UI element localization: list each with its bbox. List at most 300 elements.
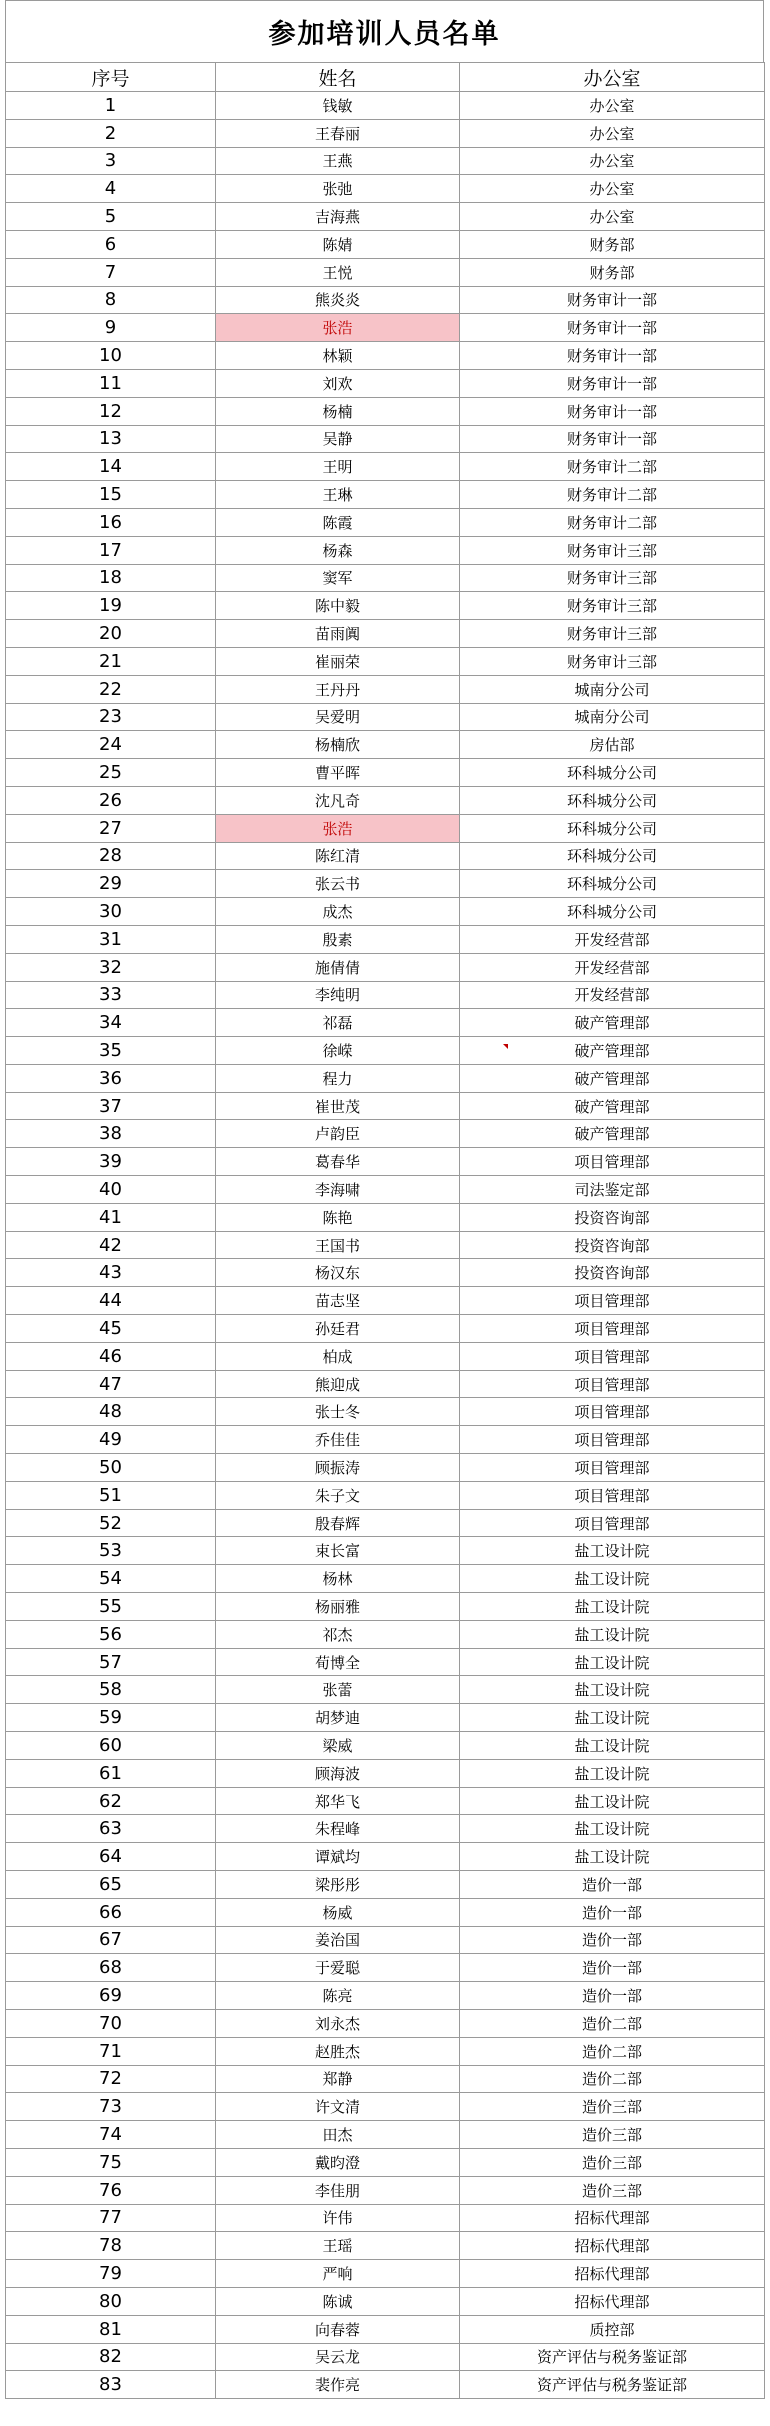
row-dept[interactable]: 环科城分公司 xyxy=(460,814,765,842)
row-dept[interactable]: 破产管理部 xyxy=(460,1092,765,1120)
row-name[interactable]: 杨楠 xyxy=(216,397,460,425)
row-index[interactable]: 4 xyxy=(6,175,216,203)
row-dept[interactable]: 项目管理部 xyxy=(460,1509,765,1537)
row-index[interactable]: 5 xyxy=(6,203,216,231)
row-index[interactable]: 49 xyxy=(6,1426,216,1454)
row-dept[interactable]: 开发经营部 xyxy=(460,981,765,1009)
row-name[interactable]: 杨威 xyxy=(216,1898,460,1926)
row-dept[interactable]: 财务审计二部 xyxy=(460,508,765,536)
row-index[interactable]: 39 xyxy=(6,1148,216,1176)
row-index[interactable]: 64 xyxy=(6,1843,216,1871)
row-index[interactable]: 65 xyxy=(6,1871,216,1899)
row-name[interactable]: 于爱聪 xyxy=(216,1954,460,1982)
table-row xyxy=(6,1620,765,1648)
row-name[interactable]: 窦军 xyxy=(216,564,460,592)
table-row xyxy=(6,119,765,147)
row-dept[interactable]: 城南分公司 xyxy=(460,703,765,731)
row-index[interactable]: 47 xyxy=(6,1370,216,1398)
row-name[interactable]: 祁杰 xyxy=(216,1620,460,1648)
table-row xyxy=(6,1704,765,1732)
row-name[interactable]: 张浩 xyxy=(216,314,460,342)
row-name[interactable]: 王燕 xyxy=(216,147,460,175)
row-name[interactable]: 朱子文 xyxy=(216,1481,460,1509)
row-dept[interactable]: 项目管理部 xyxy=(460,1342,765,1370)
row-index[interactable]: 40 xyxy=(6,1176,216,1204)
row-index[interactable]: 8 xyxy=(6,286,216,314)
row-index[interactable]: 46 xyxy=(6,1342,216,1370)
row-index[interactable]: 10 xyxy=(6,342,216,370)
row-name[interactable]: 王明 xyxy=(216,453,460,481)
table-row xyxy=(6,2204,765,2232)
row-name[interactable]: 熊迎成 xyxy=(216,1370,460,1398)
row-index[interactable]: 11 xyxy=(6,369,216,397)
row-name[interactable]: 钱敏 xyxy=(216,92,460,120)
table-row xyxy=(6,592,765,620)
row-index[interactable]: 30 xyxy=(6,898,216,926)
row-dept[interactable]: 财务审计二部 xyxy=(460,453,765,481)
row-index[interactable]: 81 xyxy=(6,2315,216,2343)
row-index[interactable]: 31 xyxy=(6,925,216,953)
row-dept[interactable]: 项目管理部 xyxy=(460,1398,765,1426)
row-index[interactable]: 44 xyxy=(6,1287,216,1315)
row-index[interactable]: 36 xyxy=(6,1064,216,1092)
row-index[interactable]: 55 xyxy=(6,1593,216,1621)
row-index[interactable]: 80 xyxy=(6,2287,216,2315)
row-name[interactable]: 苗雨阗 xyxy=(216,620,460,648)
table-row xyxy=(6,286,765,314)
row-dept[interactable]: 盐工设计院 xyxy=(460,1620,765,1648)
row-index[interactable]: 9 xyxy=(6,314,216,342)
row-name[interactable]: 顾海波 xyxy=(216,1759,460,1787)
table-row xyxy=(6,953,765,981)
row-dept[interactable]: 招标代理部 xyxy=(460,2232,765,2260)
row-name[interactable]: 吴云龙 xyxy=(216,2343,460,2371)
row-dept[interactable]: 项目管理部 xyxy=(460,1148,765,1176)
row-dept[interactable]: 环科城分公司 xyxy=(460,759,765,787)
table-row xyxy=(6,1287,765,1315)
row-dept[interactable]: 造价一部 xyxy=(460,1898,765,1926)
row-name[interactable]: 李纯明 xyxy=(216,981,460,1009)
table-row xyxy=(6,1342,765,1370)
row-dept[interactable]: 造价一部 xyxy=(460,1871,765,1899)
row-index[interactable]: 59 xyxy=(6,1704,216,1732)
row-name[interactable]: 孙廷君 xyxy=(216,1315,460,1343)
row-name[interactable]: 徐嵘 xyxy=(216,1037,460,1065)
table-row xyxy=(6,1370,765,1398)
row-name[interactable]: 祁磊 xyxy=(216,1009,460,1037)
table-row xyxy=(6,1509,765,1537)
row-index[interactable]: 3 xyxy=(6,147,216,175)
row-dept[interactable]: 投资咨询部 xyxy=(460,1203,765,1231)
row-dept[interactable]: 财务部 xyxy=(460,258,765,286)
row-index[interactable]: 17 xyxy=(6,536,216,564)
row-dept[interactable]: 办公室 xyxy=(460,147,765,175)
row-index[interactable]: 37 xyxy=(6,1092,216,1120)
row-index[interactable]: 48 xyxy=(6,1398,216,1426)
table-row xyxy=(6,1787,765,1815)
row-name[interactable]: 程力 xyxy=(216,1064,460,1092)
row-name[interactable]: 王国书 xyxy=(216,1231,460,1259)
header-index[interactable]: 序号 xyxy=(6,63,216,92)
row-dept[interactable]: 司法鉴定部 xyxy=(460,1176,765,1204)
row-index[interactable]: 21 xyxy=(6,647,216,675)
row-index[interactable]: 74 xyxy=(6,2121,216,2149)
table-row xyxy=(6,397,765,425)
row-name[interactable]: 殷春辉 xyxy=(216,1509,460,1537)
row-name[interactable]: 戴昀澄 xyxy=(216,2148,460,2176)
row-index[interactable]: 61 xyxy=(6,1759,216,1787)
row-dept[interactable]: 财务审计三部 xyxy=(460,564,765,592)
table-row xyxy=(6,1648,765,1676)
row-dept[interactable]: 开发经营部 xyxy=(460,925,765,953)
row-name[interactable]: 王琳 xyxy=(216,481,460,509)
row-index[interactable]: 29 xyxy=(6,870,216,898)
row-index[interactable]: 33 xyxy=(6,981,216,1009)
row-index[interactable]: 70 xyxy=(6,2009,216,2037)
row-index[interactable]: 76 xyxy=(6,2176,216,2204)
row-index[interactable]: 54 xyxy=(6,1565,216,1593)
row-name[interactable]: 葛春华 xyxy=(216,1148,460,1176)
row-index[interactable]: 7 xyxy=(6,258,216,286)
row-name[interactable]: 卢韵臣 xyxy=(216,1120,460,1148)
row-dept[interactable]: 财务部 xyxy=(460,230,765,258)
row-dept[interactable]: 造价一部 xyxy=(460,1954,765,1982)
row-dept[interactable]: 造价三部 xyxy=(460,2176,765,2204)
row-dept[interactable]: 财务审计三部 xyxy=(460,536,765,564)
row-name[interactable]: 田杰 xyxy=(216,2121,460,2149)
row-name[interactable]: 顾振涛 xyxy=(216,1454,460,1482)
table-row xyxy=(6,203,765,231)
row-name[interactable]: 沈凡奇 xyxy=(216,786,460,814)
row-dept[interactable]: 项目管理部 xyxy=(460,1287,765,1315)
row-dept[interactable]: 财务审计一部 xyxy=(460,369,765,397)
row-index[interactable]: 57 xyxy=(6,1648,216,1676)
row-name[interactable]: 谭斌均 xyxy=(216,1843,460,1871)
row-name[interactable]: 陈霞 xyxy=(216,508,460,536)
table-row xyxy=(6,1843,765,1871)
row-index[interactable]: 28 xyxy=(6,842,216,870)
row-index[interactable]: 12 xyxy=(6,397,216,425)
table-row xyxy=(6,2176,765,2204)
row-index[interactable]: 42 xyxy=(6,1231,216,1259)
row-index[interactable]: 45 xyxy=(6,1315,216,1343)
row-dept[interactable]: 环科城分公司 xyxy=(460,842,765,870)
row-name[interactable]: 王瑶 xyxy=(216,2232,460,2260)
table-row xyxy=(6,2065,765,2093)
row-name[interactable]: 陈红清 xyxy=(216,842,460,870)
row-index[interactable]: 14 xyxy=(6,453,216,481)
row-dept[interactable]: 招标代理部 xyxy=(460,2287,765,2315)
table-row xyxy=(6,2315,765,2343)
row-dept[interactable]: 造价二部 xyxy=(460,2037,765,2065)
row-name[interactable]: 张云书 xyxy=(216,870,460,898)
row-name[interactable]: 许伟 xyxy=(216,2204,460,2232)
table-row xyxy=(6,1565,765,1593)
table-row xyxy=(6,2037,765,2065)
row-name[interactable]: 向春蓉 xyxy=(216,2315,460,2343)
row-dept[interactable]: 项目管理部 xyxy=(460,1426,765,1454)
row-dept[interactable]: 项目管理部 xyxy=(460,1454,765,1482)
row-dept[interactable]: 办公室 xyxy=(460,175,765,203)
row-index[interactable]: 78 xyxy=(6,2232,216,2260)
row-dept[interactable]: 环科城分公司 xyxy=(460,898,765,926)
header-name[interactable]: 姓名 xyxy=(216,63,460,92)
row-dept[interactable]: 造价一部 xyxy=(460,1926,765,1954)
row-index[interactable]: 66 xyxy=(6,1898,216,1926)
row-index[interactable]: 38 xyxy=(6,1120,216,1148)
row-index[interactable]: 34 xyxy=(6,1009,216,1037)
table-row xyxy=(6,342,765,370)
row-dept[interactable]: 项目管理部 xyxy=(460,1315,765,1343)
row-index[interactable]: 77 xyxy=(6,2204,216,2232)
table-row xyxy=(6,564,765,592)
table-row xyxy=(6,786,765,814)
table-row xyxy=(6,925,765,953)
row-index[interactable]: 24 xyxy=(6,731,216,759)
row-dept[interactable]: 盐工设计院 xyxy=(460,1593,765,1621)
row-dept[interactable]: 财务审计一部 xyxy=(460,314,765,342)
row-name[interactable]: 刘欢 xyxy=(216,369,460,397)
row-index[interactable]: 60 xyxy=(6,1732,216,1760)
row-dept[interactable]: 盐工设计院 xyxy=(460,1732,765,1760)
row-name[interactable]: 杨林 xyxy=(216,1565,460,1593)
row-name[interactable]: 乔佳佳 xyxy=(216,1426,460,1454)
row-name[interactable]: 裴作亮 xyxy=(216,2371,460,2399)
table-row xyxy=(6,147,765,175)
table-row xyxy=(6,1398,765,1426)
row-name[interactable]: 梁威 xyxy=(216,1732,460,1760)
row-dept[interactable]: 财务审计二部 xyxy=(460,481,765,509)
row-dept[interactable]: 造价二部 xyxy=(460,2009,765,2037)
row-index[interactable]: 41 xyxy=(6,1203,216,1231)
table-row xyxy=(6,2121,765,2149)
row-name[interactable]: 殷素 xyxy=(216,925,460,953)
row-dept[interactable]: 资产评估与税务鉴证部 xyxy=(460,2371,765,2399)
row-name[interactable]: 成杰 xyxy=(216,898,460,926)
title-row[interactable] xyxy=(5,0,764,62)
table-row xyxy=(6,675,765,703)
table-row xyxy=(6,1037,765,1065)
row-dept[interactable]: 财务审计一部 xyxy=(460,425,765,453)
row-index[interactable]: 50 xyxy=(6,1454,216,1482)
row-index[interactable]: 75 xyxy=(6,2148,216,2176)
row-name[interactable]: 朱程峰 xyxy=(216,1815,460,1843)
row-dept[interactable]: 造价三部 xyxy=(460,2093,765,2121)
row-index[interactable]: 26 xyxy=(6,786,216,814)
table-row xyxy=(6,314,765,342)
row-name[interactable]: 苗志坚 xyxy=(216,1287,460,1315)
row-name[interactable]: 杨楠欣 xyxy=(216,731,460,759)
row-index[interactable]: 68 xyxy=(6,1954,216,1982)
table-row xyxy=(6,1871,765,1899)
row-index[interactable]: 56 xyxy=(6,1620,216,1648)
row-dept[interactable]: 盐工设计院 xyxy=(460,1565,765,1593)
table-row xyxy=(6,369,765,397)
row-index[interactable]: 71 xyxy=(6,2037,216,2065)
row-name[interactable]: 吴爱明 xyxy=(216,703,460,731)
row-name[interactable]: 梁彤彤 xyxy=(216,1871,460,1899)
row-dept[interactable]: 财务审计三部 xyxy=(460,647,765,675)
row-dept[interactable]: 开发经营部 xyxy=(460,953,765,981)
row-index[interactable]: 51 xyxy=(6,1481,216,1509)
row-dept[interactable]: 财务审计三部 xyxy=(460,592,765,620)
row-name[interactable]: 郑静 xyxy=(216,2065,460,2093)
table-body xyxy=(6,92,765,2399)
table-row xyxy=(6,2232,765,2260)
table-row xyxy=(6,1732,765,1760)
row-dept[interactable]: 造价一部 xyxy=(460,1982,765,2010)
comment-marker-icon[interactable] xyxy=(503,1044,508,1049)
row-dept[interactable]: 财务审计三部 xyxy=(460,620,765,648)
row-dept[interactable]: 资产评估与税务鉴证部 xyxy=(460,2343,765,2371)
row-index[interactable]: 67 xyxy=(6,1926,216,1954)
row-index[interactable]: 79 xyxy=(6,2260,216,2288)
row-dept[interactable]: 破产管理部 xyxy=(460,1009,765,1037)
row-dept[interactable]: 城南分公司 xyxy=(460,675,765,703)
row-index[interactable]: 25 xyxy=(6,759,216,787)
table-row xyxy=(6,731,765,759)
row-dept[interactable]: 办公室 xyxy=(460,119,765,147)
row-index[interactable]: 58 xyxy=(6,1676,216,1704)
row-name[interactable]: 荀博全 xyxy=(216,1648,460,1676)
row-name[interactable]: 吉海燕 xyxy=(216,203,460,231)
row-name[interactable]: 王悦 xyxy=(216,258,460,286)
row-index[interactable]: 6 xyxy=(6,230,216,258)
row-index[interactable]: 43 xyxy=(6,1259,216,1287)
row-name[interactable]: 陈婧 xyxy=(216,230,460,258)
header-dept[interactable]: 办公室 xyxy=(460,63,765,92)
row-index[interactable]: 62 xyxy=(6,1787,216,1815)
row-dept[interactable]: 造价三部 xyxy=(460,2121,765,2149)
row-name[interactable]: 李佳朋 xyxy=(216,2176,460,2204)
row-dept[interactable]: 质控部 xyxy=(460,2315,765,2343)
row-index[interactable]: 23 xyxy=(6,703,216,731)
row-name[interactable]: 李海啸 xyxy=(216,1176,460,1204)
row-index[interactable]: 16 xyxy=(6,508,216,536)
table-row xyxy=(6,2343,765,2371)
row-name[interactable]: 赵胜杰 xyxy=(216,2037,460,2065)
row-index[interactable]: 69 xyxy=(6,1982,216,2010)
table-row xyxy=(6,898,765,926)
row-index[interactable]: 35 xyxy=(6,1037,216,1065)
row-name[interactable]: 许文清 xyxy=(216,2093,460,2121)
row-name[interactable]: 张浩 xyxy=(216,814,460,842)
row-dept[interactable]: 破产管理部 xyxy=(460,1064,765,1092)
row-index[interactable]: 18 xyxy=(6,564,216,592)
row-dept[interactable]: 项目管理部 xyxy=(460,1481,765,1509)
row-index[interactable]: 72 xyxy=(6,2065,216,2093)
row-dept[interactable]: 房估部 xyxy=(460,731,765,759)
row-name[interactable]: 张弛 xyxy=(216,175,460,203)
row-index[interactable]: 20 xyxy=(6,620,216,648)
row-index[interactable]: 22 xyxy=(6,675,216,703)
row-name[interactable]: 林颖 xyxy=(216,342,460,370)
row-dept[interactable]: 财务审计一部 xyxy=(460,286,765,314)
row-dept[interactable]: 盐工设计院 xyxy=(460,1815,765,1843)
table-row xyxy=(6,1481,765,1509)
row-name[interactable]: 姜治国 xyxy=(216,1926,460,1954)
row-dept[interactable]: 环科城分公司 xyxy=(460,870,765,898)
row-name[interactable]: 严响 xyxy=(216,2260,460,2288)
row-dept[interactable]: 造价三部 xyxy=(460,2148,765,2176)
row-dept[interactable]: 财务审计一部 xyxy=(460,342,765,370)
table-row xyxy=(6,1926,765,1954)
training-roster-table xyxy=(5,62,765,2399)
row-dept[interactable]: 投资咨询部 xyxy=(460,1259,765,1287)
row-dept[interactable]: 盐工设计院 xyxy=(460,1676,765,1704)
row-name[interactable]: 杨丽雅 xyxy=(216,1593,460,1621)
row-name[interactable]: 崔世茂 xyxy=(216,1092,460,1120)
row-name[interactable]: 曹平晖 xyxy=(216,759,460,787)
row-index[interactable]: 73 xyxy=(6,2093,216,2121)
row-index[interactable]: 15 xyxy=(6,481,216,509)
row-dept[interactable]: 盐工设计院 xyxy=(460,1843,765,1871)
row-index[interactable]: 2 xyxy=(6,119,216,147)
row-index[interactable]: 53 xyxy=(6,1537,216,1565)
row-index[interactable]: 27 xyxy=(6,814,216,842)
row-dept[interactable]: 项目管理部 xyxy=(460,1370,765,1398)
row-name[interactable]: 熊炎炎 xyxy=(216,286,460,314)
row-name[interactable]: 吴静 xyxy=(216,425,460,453)
row-index[interactable]: 13 xyxy=(6,425,216,453)
row-dept[interactable]: 盐工设计院 xyxy=(460,1537,765,1565)
row-index[interactable]: 82 xyxy=(6,2343,216,2371)
row-dept[interactable]: 盐工设计院 xyxy=(460,1648,765,1676)
row-name[interactable]: 郑华飞 xyxy=(216,1787,460,1815)
row-dept[interactable]: 造价二部 xyxy=(460,2065,765,2093)
row-dept[interactable]: 招标代理部 xyxy=(460,2260,765,2288)
row-dept[interactable]: 办公室 xyxy=(460,92,765,120)
row-name[interactable]: 陈亮 xyxy=(216,1982,460,2010)
row-name[interactable]: 陈中毅 xyxy=(216,592,460,620)
row-dept[interactable]: 财务审计一部 xyxy=(460,397,765,425)
table-row xyxy=(6,2371,765,2399)
row-name[interactable]: 王春丽 xyxy=(216,119,460,147)
row-name[interactable]: 胡梦迪 xyxy=(216,1704,460,1732)
row-name[interactable]: 刘永杰 xyxy=(216,2009,460,2037)
row-name[interactable]: 杨汉东 xyxy=(216,1259,460,1287)
row-name[interactable]: 陈诚 xyxy=(216,2287,460,2315)
row-dept[interactable]: 投资咨询部 xyxy=(460,1231,765,1259)
table-row xyxy=(6,1064,765,1092)
row-dept[interactable]: 招标代理部 xyxy=(460,2204,765,2232)
table-row xyxy=(6,2260,765,2288)
row-name[interactable]: 王丹丹 xyxy=(216,675,460,703)
row-name[interactable]: 陈艳 xyxy=(216,1203,460,1231)
row-name[interactable]: 束长富 xyxy=(216,1537,460,1565)
row-index[interactable]: 1 xyxy=(6,92,216,120)
row-index[interactable]: 83 xyxy=(6,2371,216,2399)
row-dept[interactable]: 办公室 xyxy=(460,203,765,231)
row-dept[interactable]: 环科城分公司 xyxy=(460,786,765,814)
row-dept[interactable]: 破产管理部 xyxy=(460,1120,765,1148)
row-name[interactable]: 柏成 xyxy=(216,1342,460,1370)
row-name[interactable]: 张士冬 xyxy=(216,1398,460,1426)
row-name[interactable]: 张蕾 xyxy=(216,1676,460,1704)
row-name[interactable]: 施倩倩 xyxy=(216,953,460,981)
row-index[interactable]: 19 xyxy=(6,592,216,620)
row-index[interactable]: 32 xyxy=(6,953,216,981)
row-dept[interactable]: 破产管理部 xyxy=(460,1037,765,1065)
row-name[interactable]: 崔丽荣 xyxy=(216,647,460,675)
row-dept[interactable]: 盐工设计院 xyxy=(460,1787,765,1815)
row-dept[interactable]: 盐工设计院 xyxy=(460,1704,765,1732)
row-name[interactable]: 杨森 xyxy=(216,536,460,564)
row-index[interactable]: 63 xyxy=(6,1815,216,1843)
row-dept[interactable]: 盐工设计院 xyxy=(460,1759,765,1787)
row-index[interactable]: 52 xyxy=(6,1509,216,1537)
table-row xyxy=(6,703,765,731)
